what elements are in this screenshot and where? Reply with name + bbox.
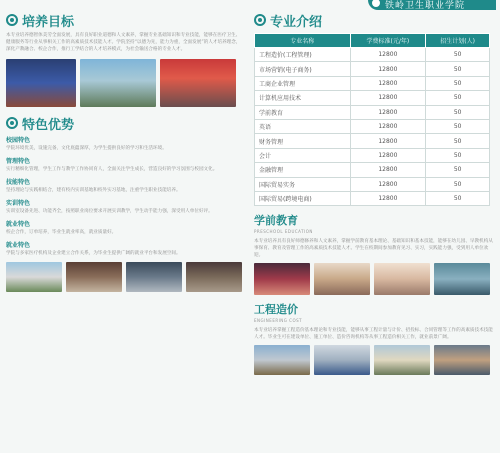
advantage-label: 就业特色	[6, 221, 31, 228]
goal-header	[6, 12, 242, 28]
photo-construction-site	[254, 345, 310, 375]
major-plan: 50	[426, 119, 490, 133]
major-name: 国际贸易实务	[255, 177, 351, 191]
preschool-subtitle: PRESCHOOL EDUCATION	[254, 229, 313, 235]
major-plan: 50	[426, 48, 490, 62]
table-row	[255, 105, 490, 119]
table-row	[255, 148, 490, 162]
cost-subtitle: ENGINEERING COST	[254, 318, 303, 324]
advantage-item	[6, 198, 242, 215]
photo-class-activity	[374, 263, 430, 295]
advantage-text: 校企合作，订单培养，毕业生就业率高，就业质量好。	[6, 230, 117, 235]
advantage-text: 实训室设备先进、功能齐全，按照职业岗位要求开展实训教学，学生动手能力强，深受用人单位好评。	[6, 209, 213, 214]
header-fee: 学费标准(元/年)	[350, 34, 426, 48]
advantage-label: 就业特色	[6, 242, 31, 249]
preschool-title: 学前教育	[254, 214, 298, 228]
advantage-label: 实训特色	[6, 200, 31, 207]
table-row	[255, 119, 490, 133]
major-fee: 12800	[350, 163, 426, 177]
advantage-label: 管理特色	[6, 158, 31, 165]
major-fee: 12800	[350, 48, 426, 62]
advantage-photos	[6, 262, 242, 292]
photo-classroom	[66, 262, 122, 292]
advantages-title: 特色优势	[22, 117, 75, 133]
major-plan: 50	[426, 148, 490, 162]
college-logo-icon	[371, 0, 381, 8]
major-plan: 50	[426, 163, 490, 177]
table-row	[255, 177, 490, 191]
major-plan: 50	[426, 134, 490, 148]
major-plan: 50	[426, 177, 490, 191]
major-name: 工程造价(工程管理)	[255, 48, 351, 62]
photo-campus	[6, 262, 62, 292]
table-row	[255, 163, 490, 177]
major-fee: 12800	[350, 76, 426, 90]
photo-stage-event	[6, 59, 76, 107]
major-name: 英语	[255, 119, 351, 133]
intro-header	[254, 12, 494, 28]
major-name: 计算机应用技术	[255, 91, 351, 105]
advantage-item	[6, 177, 242, 194]
photo-dance	[434, 263, 490, 295]
advantage-text: 坚持理论与实践相结合，建有校内实训基地和校外实习基地，注重学生职业技能培养。	[6, 188, 181, 193]
major-name: 金融管理	[255, 163, 351, 177]
major-fee: 12800	[350, 119, 426, 133]
section-bullet-icon	[254, 14, 266, 26]
major-name: 工商企业管理	[255, 76, 351, 90]
table-row	[255, 134, 490, 148]
intro-title: 专业介绍	[270, 14, 323, 30]
advantage-item	[6, 135, 242, 152]
major-fee: 12800	[350, 134, 426, 148]
major-name: 市场营销(电子商务)	[255, 62, 351, 76]
left-column	[6, 12, 242, 292]
photo-students-training	[314, 345, 370, 375]
photo-lab	[126, 262, 182, 292]
photo-children	[314, 263, 370, 295]
header-major: 专业名称	[255, 34, 351, 48]
photo-group-students	[80, 59, 156, 107]
table-row	[255, 48, 490, 62]
advantage-item	[6, 219, 242, 236]
advantage-item	[6, 240, 242, 257]
photo-performance	[254, 263, 310, 295]
major-fee: 12800	[350, 177, 426, 191]
major-plan: 50	[426, 62, 490, 76]
major-plan: 50	[426, 105, 490, 119]
photo-workshop	[434, 345, 490, 375]
brand-banner	[368, 0, 496, 10]
advantage-text: 实行精细化管理，学生工作与教学工作协同育人，全面关注学生成长，营造良好的学习氛围与校园文化。	[6, 167, 218, 172]
advantage-label: 技能特色	[6, 179, 31, 186]
major-name: 会计	[255, 148, 351, 162]
right-column	[254, 12, 494, 375]
brand-name: 铁岭卫生职业学院	[385, 1, 466, 11]
major-name: 学前教育	[255, 105, 351, 119]
preschool-photos	[254, 263, 494, 295]
major-fee: 12800	[350, 191, 426, 205]
major-name: 财务管理	[255, 134, 351, 148]
photo-ceremony	[160, 59, 236, 107]
goal-title: 培养目标	[22, 14, 75, 30]
major-name: 国际贸易(跨境电商)	[255, 191, 351, 205]
cost-title: 工程造价	[254, 303, 298, 317]
advantage-text: 学院与多家医疗机构及企业建立合作关系，为毕业生提供广阔的就业平台和发展空间。	[6, 251, 181, 256]
section-bullet-icon	[6, 14, 18, 26]
table-row	[255, 76, 490, 90]
major-plan: 50	[426, 76, 490, 90]
section-bullet-icon	[6, 117, 18, 129]
goal-paragraph: 本专业培养德智体美劳全面发展，具有良好职业道德和人文素养，掌握专业基础知识和专业技能，能够在医疗卫生、健康服务等行业从事相关工作的高素质技术技能人才。学院坚持“以德为先，能力为重，全面发展”的人才培养理念，深化产教融合、校企合作，推行工学结合的人才培养模式，为社会输送合格的专业人才。	[6, 33, 241, 52]
cost-photos	[254, 345, 494, 375]
major-plan: 50	[426, 191, 490, 205]
photo-site-visit	[374, 345, 430, 375]
major-fee: 12800	[350, 62, 426, 76]
table-row	[255, 191, 490, 205]
table-row	[255, 62, 490, 76]
cost-paragraph: 本专业培养掌握工程造价基本理论和专业技能，能够从事工程计量与计价、招投标、合同管理等工作的高素质技术技能人才。毕业生可在建设单位、施工单位、造价咨询机构等从事工程造价相关工作，就业前景广阔。	[254, 328, 493, 341]
photo-training	[186, 262, 242, 292]
advantage-label: 校园特色	[6, 137, 31, 144]
major-fee: 12800	[350, 91, 426, 105]
advantage-text: 学院环境优美，设施完备，文化底蕴深厚，为学生提供良好的学习和生活环境。	[6, 146, 167, 151]
table-row	[255, 91, 490, 105]
table-header-row	[255, 34, 490, 48]
header-plan: 招生计划(人)	[426, 34, 490, 48]
majors-table	[254, 33, 490, 206]
advantage-item	[6, 156, 242, 173]
major-plan: 50	[426, 91, 490, 105]
goal-photos	[6, 59, 242, 107]
advantages-header	[6, 115, 242, 131]
major-fee: 12800	[350, 148, 426, 162]
preschool-paragraph: 本专业培养具有良好师德修养和人文素养，掌握学前教育基本理论、基础知识和基本技能，能够在幼儿园、早教机构从事保育、教育及管理工作的高素质技术技能人才。学生在校期间参加教育见习、实习，实践能力强，受到用人单位欢迎。	[254, 239, 493, 259]
major-fee: 12800	[350, 105, 426, 119]
